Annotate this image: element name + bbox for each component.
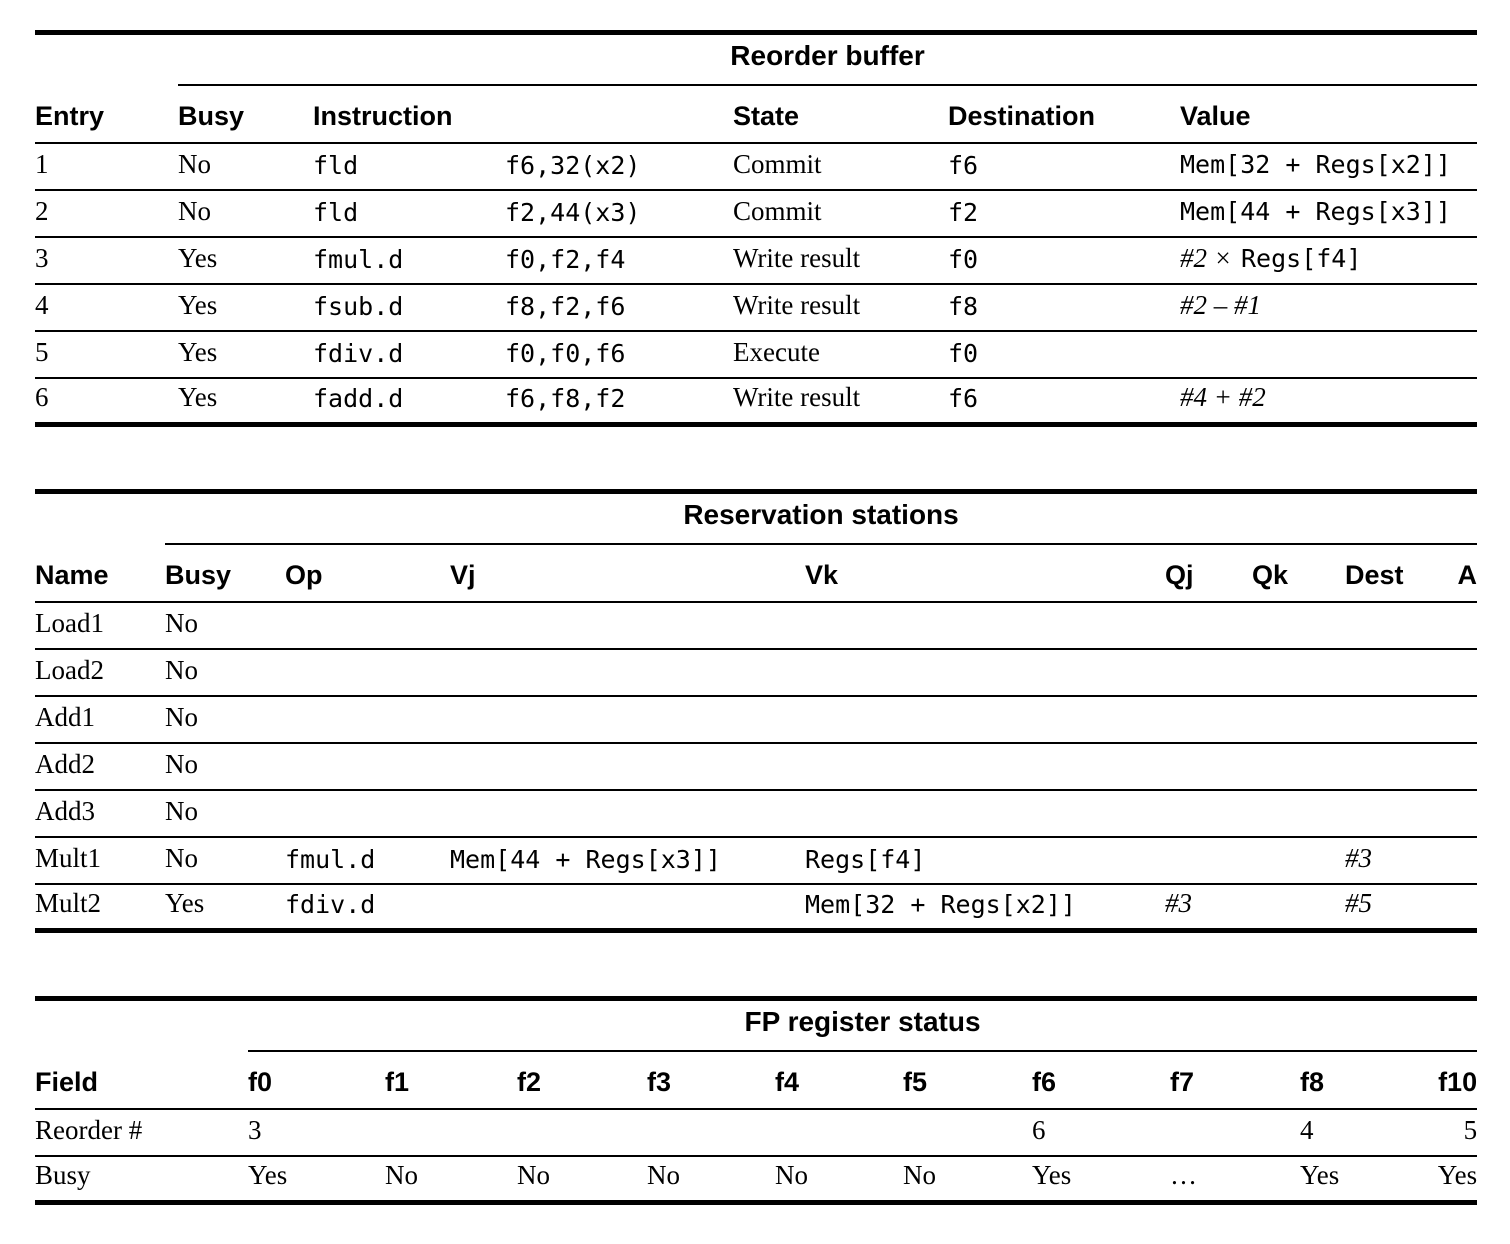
table-gap — [35, 427, 1510, 489]
cell-qk — [1252, 884, 1345, 931]
cell-vk — [805, 649, 1165, 696]
cell-qj — [1165, 837, 1252, 884]
cell-vj — [450, 790, 805, 837]
cell-busy: Yes — [178, 382, 218, 412]
col-header-f2: f2 — [517, 1051, 647, 1109]
cell-state: Commit — [733, 190, 948, 237]
table-row — [35, 1156, 1477, 1203]
cell-vj: Mem[44 + Regs[x3]] — [450, 837, 805, 884]
cell-operands: f0,f2,f4 — [505, 237, 733, 284]
cell-vj — [450, 696, 805, 743]
cell-destination: f8 — [948, 284, 1180, 331]
cell-f4: No — [775, 1160, 808, 1190]
col-header-vk: Vk — [805, 544, 1165, 602]
cell-op: fdiv.d — [313, 331, 505, 378]
cell-qj: #3 — [1165, 888, 1192, 918]
cell-f0: 3 — [248, 1109, 385, 1156]
cell-qj — [1165, 743, 1252, 790]
cell-destination: f2 — [948, 190, 1180, 237]
cell-qj — [1165, 602, 1252, 649]
cell-f10: Yes — [1437, 1160, 1478, 1190]
col-header-f1: f1 — [385, 1051, 517, 1109]
cell-vk — [805, 602, 1165, 649]
cell-op: fdiv.d — [285, 890, 376, 919]
cell-state: Write result — [733, 237, 948, 284]
cell-qj — [1165, 696, 1252, 743]
cell-a — [1445, 837, 1477, 884]
cell-qk — [1252, 790, 1345, 837]
cell-name: Mult1 — [35, 837, 165, 884]
value-code: Mem[32 + Regs[x2]] — [1180, 149, 1451, 179]
fp-register-status-table — [35, 996, 1477, 1205]
col-header-f8: f8 — [1300, 1051, 1405, 1109]
cell-busy: No — [165, 602, 285, 649]
cell-busy: No — [165, 837, 285, 884]
cell-state: Write result — [733, 284, 948, 331]
col-header-vj: Vj — [450, 544, 805, 602]
cell-name: Mult2 — [35, 888, 102, 918]
cell-value — [1180, 143, 1477, 190]
table-row — [35, 378, 1477, 425]
cell-qk — [1252, 602, 1345, 649]
cell-qj — [1165, 649, 1252, 696]
reorder-buffer-title: Reorder buffer — [178, 33, 1477, 85]
cell-a — [1445, 884, 1477, 931]
title-gap — [35, 33, 178, 85]
cell-f4 — [775, 1109, 903, 1156]
title-gap — [35, 492, 165, 544]
cell-vk — [805, 790, 1165, 837]
cell-field: Busy — [35, 1160, 91, 1190]
table-row — [35, 1109, 1477, 1156]
cell-busy: No — [178, 190, 313, 237]
cell-destination: f6 — [948, 384, 979, 413]
cell-a — [1445, 602, 1477, 649]
cell-value — [1180, 237, 1477, 284]
cell-op: fld — [313, 143, 505, 190]
table-row — [35, 790, 1477, 837]
col-header-destination: Destination — [948, 85, 1180, 143]
cell-entry: 3 — [35, 237, 178, 284]
table-row — [35, 331, 1477, 378]
reorder-buffer-table — [35, 30, 1477, 427]
cell-name: Load1 — [35, 602, 165, 649]
cell-busy: Yes — [178, 331, 313, 378]
cell-f3: No — [647, 1160, 680, 1190]
cell-op: fmul.d — [285, 837, 450, 884]
cell-busy: Yes — [165, 888, 205, 918]
col-header-f4: f4 — [775, 1051, 903, 1109]
cell-state: Write result — [733, 382, 861, 412]
cell-f8: Yes — [1300, 1160, 1340, 1190]
cell-busy: Yes — [178, 237, 313, 284]
table-row — [35, 884, 1477, 931]
cell-f6: Yes — [1032, 1160, 1072, 1190]
col-header-instruction: Instruction — [313, 85, 733, 143]
col-header-f0: f0 — [248, 1051, 385, 1109]
cell-f10: 5 — [1405, 1109, 1477, 1156]
cell-value — [1180, 331, 1477, 378]
col-header-f6: f6 — [1032, 1051, 1170, 1109]
value-ref: #2 – #1 — [1180, 289, 1261, 320]
cell-a — [1445, 790, 1477, 837]
cell-vj — [450, 602, 805, 649]
cell-vj — [450, 649, 805, 696]
value-ref: #4 + #2 — [1180, 382, 1266, 412]
cell-a — [1445, 696, 1477, 743]
table-row — [35, 33, 1477, 85]
col-header-a: A — [1445, 544, 1477, 602]
cell-name: Add2 — [35, 743, 165, 790]
cell-f2 — [517, 1109, 647, 1156]
table-row — [35, 649, 1477, 696]
cell-name: Add1 — [35, 696, 165, 743]
col-header-op: Op — [285, 544, 450, 602]
title-gap — [35, 999, 248, 1051]
col-header-state: State — [733, 85, 948, 143]
cell-operands: f2,44(x3) — [505, 190, 733, 237]
cell-state: Execute — [733, 331, 948, 378]
reservation-stations-title: Reservation stations — [165, 492, 1477, 544]
cell-f0: Yes — [248, 1160, 288, 1190]
table-row — [35, 837, 1477, 884]
cell-dest — [1345, 649, 1445, 696]
col-header-busy: Busy — [165, 544, 285, 602]
col-header-dest: Dest — [1345, 544, 1445, 602]
table-row — [35, 743, 1477, 790]
cell-f3 — [647, 1109, 775, 1156]
value-ref: #2 × — [1180, 242, 1232, 273]
cell-op: fld — [313, 190, 505, 237]
cell-op: fsub.d — [313, 284, 505, 331]
cell-f5 — [903, 1109, 1032, 1156]
cell-f2: No — [517, 1160, 550, 1190]
cell-op — [285, 696, 450, 743]
cell-f8: 4 — [1300, 1109, 1405, 1156]
cell-f5: No — [903, 1160, 936, 1190]
cell-a — [1445, 743, 1477, 790]
cell-destination: f0 — [948, 331, 1180, 378]
cell-operands: f8,f2,f6 — [505, 284, 733, 331]
cell-dest — [1345, 790, 1445, 837]
table-row — [35, 1051, 1477, 1109]
value-code: Mem[44 + Regs[x3]] — [1180, 196, 1451, 226]
cell-f7 — [1170, 1109, 1300, 1156]
cell-vj — [450, 884, 805, 931]
table-row — [35, 696, 1477, 743]
cell-destination: f6 — [948, 143, 1180, 190]
cell-entry: 4 — [35, 284, 178, 331]
cell-vk: Mem[32 + Regs[x2]] — [805, 890, 1076, 919]
cell-value — [1180, 378, 1477, 425]
cell-entry: 2 — [35, 190, 178, 237]
cell-entry: 1 — [35, 143, 178, 190]
table-row — [35, 492, 1477, 544]
col-header-busy: Busy — [178, 85, 313, 143]
table-row — [35, 85, 1477, 143]
reservation-stations-table — [35, 489, 1477, 933]
cell-vk: Regs[f4] — [805, 837, 1165, 884]
cell-qk — [1252, 837, 1345, 884]
cell-dest — [1345, 602, 1445, 649]
cell-qk — [1252, 743, 1345, 790]
table-row — [35, 999, 1477, 1051]
col-header-f5: f5 — [903, 1051, 1032, 1109]
cell-op — [285, 649, 450, 696]
cell-operands: f0,f0,f6 — [505, 331, 733, 378]
cell-operands: f6,f8,f2 — [505, 384, 626, 413]
cell-busy: No — [165, 696, 285, 743]
cell-a — [1445, 649, 1477, 696]
cell-busy: No — [165, 649, 285, 696]
col-header-qk: Qk — [1252, 544, 1345, 602]
cell-qj — [1165, 790, 1252, 837]
cell-op: fmul.d — [313, 237, 505, 284]
cell-f1 — [385, 1109, 517, 1156]
cell-f1: No — [385, 1160, 418, 1190]
col-header-f7: f7 — [1170, 1051, 1300, 1109]
cell-busy: No — [165, 743, 285, 790]
col-header-qj: Qj — [1165, 544, 1252, 602]
cell-op — [285, 790, 450, 837]
cell-destination: f0 — [948, 237, 1180, 284]
cell-op: fadd.d — [313, 384, 404, 413]
cell-vk — [805, 696, 1165, 743]
table-row — [35, 143, 1477, 190]
cell-entry: 5 — [35, 331, 178, 378]
table-row — [35, 544, 1477, 602]
table-row — [35, 237, 1477, 284]
col-header-field: Field — [35, 1051, 248, 1109]
cell-op — [285, 602, 450, 649]
cell-busy: Yes — [178, 284, 313, 331]
cell-state: Commit — [733, 143, 948, 190]
col-header-name: Name — [35, 544, 165, 602]
cell-dest — [1345, 696, 1445, 743]
col-header-f3: f3 — [647, 1051, 775, 1109]
cell-busy: No — [178, 143, 313, 190]
cell-name: Add3 — [35, 790, 165, 837]
col-header-entry: Entry — [35, 85, 178, 143]
cell-name: Load2 — [35, 649, 165, 696]
cell-dest: #5 — [1345, 888, 1372, 918]
cell-op — [285, 743, 450, 790]
cell-vk — [805, 743, 1165, 790]
cell-field: Reorder # — [35, 1109, 248, 1156]
cell-value — [1180, 284, 1477, 331]
value-code: Regs[f4] — [1240, 243, 1362, 273]
col-header-value: Value — [1180, 85, 1477, 143]
cell-operands: f6,32(x2) — [505, 143, 733, 190]
table-row — [35, 284, 1477, 331]
table-row — [35, 190, 1477, 237]
cell-entry: 6 — [35, 382, 49, 412]
cell-qk — [1252, 696, 1345, 743]
cell-value — [1180, 190, 1477, 237]
cell-dest — [1345, 743, 1445, 790]
cell-vj — [450, 743, 805, 790]
cell-f7: … — [1170, 1160, 1197, 1190]
col-header-f10: f10 — [1405, 1051, 1477, 1109]
cell-qk — [1252, 649, 1345, 696]
table-row — [35, 602, 1477, 649]
cell-dest: #3 — [1345, 837, 1445, 884]
cell-f6: 6 — [1032, 1109, 1170, 1156]
table-gap — [35, 933, 1510, 996]
fp-register-status-title: FP register status — [248, 999, 1477, 1051]
cell-busy: No — [165, 790, 285, 837]
